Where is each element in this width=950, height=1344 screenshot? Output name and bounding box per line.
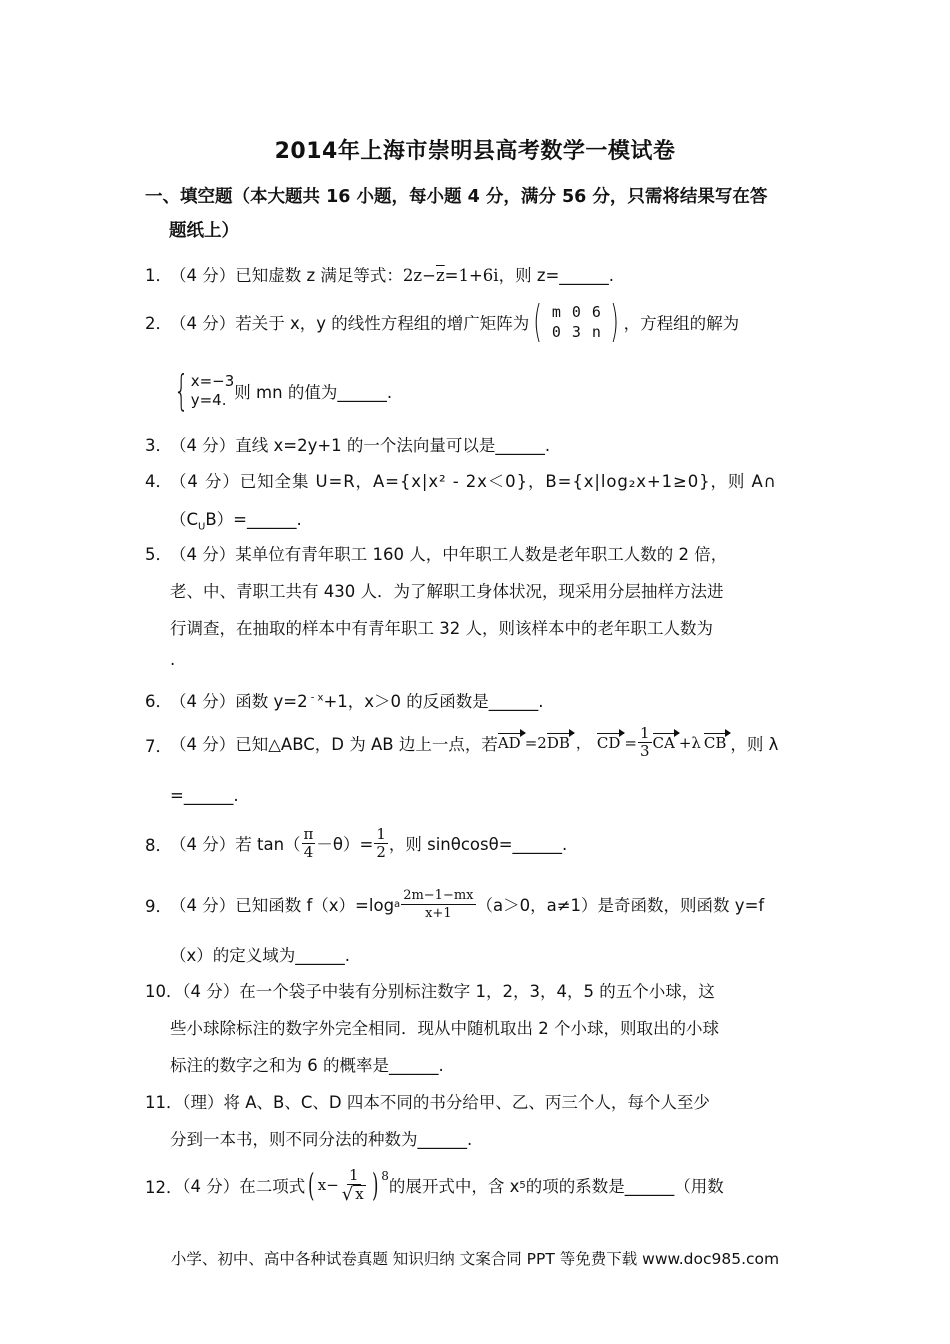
question-number: 10． [145,982,183,1001]
question-text: 的展开式中，含 x [388,1177,520,1196]
question-4-cont: $(C_UB)=\_\_\_\_\_\_$. [170,510,302,533]
answer-blank: （x）的定义域为______. [170,946,351,965]
answer-blank: ，则 z=______. [498,266,615,285]
vector-ad: AD [497,733,521,752]
question-text: 行调查，在抽取的样本中有青年职工 32 人，则该样本中的老年职工人数为 [170,619,713,638]
question-text: 老、中、青职工共有 430 人．为了解职工身体状况，现采用分层抽样方法进 [170,582,724,601]
vector-cd: CD [596,733,621,752]
fraction: $\frac{1}{3}$ [639,724,650,760]
question-text: （4 分）若 tan（ [170,835,301,854]
page-title: 2014年上海市崇明县高考数学一模试卷 [274,139,676,164]
fraction: $\frac{2m-1-mx}{x+1}$ [403,887,474,921]
vector-ca: CA [652,733,675,752]
question-text: （4 分）已知△ABC，D 为 AB 边上一点，若 [170,734,498,754]
question-number: 12． [145,1178,183,1197]
fraction: 1 √ x [340,1167,368,1203]
fraction: $\frac{1}{2}$ [376,824,386,861]
answer-blank: 分到一本书，则不同分法的种数为______. [170,1130,473,1149]
question-text: （4 分）在二项式 [174,1177,306,1196]
answer-blank: B）=______. [205,510,302,529]
question-text: （4 分）某单位有青年职工 160 人，中年职工人数是老年职工人数的 2 倍， [170,545,728,564]
square-root: √ x [341,1184,364,1205]
equation-system: { x=−3 y=4. [174,366,235,415]
question-text: 些小球除标注的数字外完全相同．现从中随机取出 2 个小球，则取出的小球 [170,1019,719,1038]
question-number: 11． [145,1093,183,1112]
question-text: （4 分）直线 x=2y+1 的一个法向量可以是______. [170,436,551,455]
math-expression: $2z-\overline{z}=1+6i$ [402,266,499,285]
question-text: ，则 λ [730,734,779,754]
question-text: （4 分）在一个袋子中装有分别标注数字 1，2，3，4，5 的五个小球，这 [174,982,715,1001]
section-heading-line1: 一、填空题（本大题共 16 小题，每小题 4 分，满分 56 分，只需将结果写在答 [145,187,768,207]
page-footer: 小学、初中、高中各种试卷真题 知识归纳 文案合同 PPT 等免费下载 www.doc985.com [170,1250,780,1268]
question-text: （4 分）已知虚数 z 满足等式： [170,266,403,285]
answer-blank: +1，x＞0 的反函数是______. [323,692,544,711]
answer-blank: ，则 sinθcosθ=______. [388,835,568,854]
answer-blank: 则 mn 的值为______. [234,383,393,402]
section-heading-line2: 题纸上） [169,221,239,241]
question-number: 8． [145,836,172,855]
question-number: 6． [145,692,172,711]
question-number: 3． [145,436,172,455]
fraction: $\frac{\pi}{4}$ [303,824,314,861]
question-text: （4 分）函数 y=2 [170,692,308,711]
question-text: （理）将 A、B、C、D 四本不同的书分给甲、乙、丙三个人，每个人至少 [174,1093,710,1112]
vector-db: DB [546,733,570,752]
question-text: ，方程组的解为 [623,314,740,333]
vector-expression: AD =2 DB ， CD = $\frac{1}{3}$ CA +λ CB [497,724,727,760]
document-page: 2014年上海市崇明县高考数学一模试卷 一、填空题（本大题共 16 小题，每小题 4 分，满分 56 分，只需将结果写在答 题纸上） 1． （4 分）已知虚数 z 满足等式：$2z-\overline{z}=1+6i$，则 z=______. 2． （4 分）若关于 x，y 的线性方程组的增广矩阵为 ( m 0 6 0 3 n ) ，方程组的解为 { x=−3 y=4. 则 mn 的值为______. 3． （4 分）直线 x=2y+1 的一个法向量可以是______. 4． （4 分）已知全集 U=R，A={x|x² - 2x＜0}，B={x|log₂x+1≥0}，则 A∩ $(C_UB)=\_\_\_\_\_\_$. 5． （4 分）某单位有青年职工 160 人，中年职工人数是老年职工人数的 2 倍， 老、中、青职工共有 430 人．为了解职工身体状况，现采用分层抽样方法进 行调查，在抽取的样本中有青年职工 32 人，则该样本中的老年职工人数为 . 6． （4 分）函数 y=2 $^{- x}$+1，x＞0 的反函数是______. 7． （4 分）已知△ABC，D 为 AB 边上一点，若 AD =2 DB ， CD = $\frac{1}{3}$ CA +λ CB ，则 λ =______. 8． （4 分）若 tan（ $\frac{\pi}{4}$ －θ）= $\frac{1}{2}$ ，则 sinθcosθ=______. 9． （4 分）已知函数 f（x）=log a $\frac{2m-1-mx}{x+1}$ （a＞0，a≠1）是奇函数，则函数 y=f （x）的定义域为______. 10． （4 分）在一个袋子中装有分别标注数字 1，2，3，4，5 的五个小球，这 些小球除标注的数字外完全相同．现从中随机取出 2 个小球，则取出的小球 标注的数字之和为 6 的概率是______. 11． （理）将 A、B、C、D 四本不同的书分给甲、乙、丙三个人，每个人至少 分到一本书，则不同分法的种数为______. 12． （4 分）在二项式 ( x− 1 √ x ) $^8$ 的展开式中，含 x 5 的项的系数是______（用数 小学、初中、高中各种试卷真题 知识归纳 文案合同 PPT 等免费下载 www.doc985.com [0,0,950,1344]
question-text: （4 分）已知全集 U=R，A={x|x² - 2x＜0}，B={x|log₂x+1≥0}，则 A∩ [170,472,777,491]
question-text: （4 分）若关于 x，y 的线性方程组的增广矩阵为 [170,314,530,333]
question-text: （a＞0，a≠1）是奇函数，则函数 y=f [476,896,765,915]
question-number: 5． [145,545,172,564]
question-2-cont [168,366,393,415]
question-number: 1． [145,266,172,285]
answer-blank: 的项的系数是______（用数 [525,1177,724,1196]
question-number: 7． [145,737,172,756]
answer-blank: =______. [170,786,239,805]
question-number: 9． [145,897,172,916]
question-number: 2． [145,314,172,333]
vector-cb: CB [703,733,727,752]
binomial-expression: ( x− 1 √ x ) $^8$ [308,1166,389,1205]
answer-blank: 标注的数字之和为 6 的概率是______. [170,1056,444,1075]
question-number: 4． [145,472,172,491]
question-text: （4 分）已知函数 f（x）=log [170,896,395,915]
question-text: . [170,650,176,669]
section-heading [145,180,815,248]
augmented-matrix: ( m 0 6 0 3 n ) [533,296,620,347]
